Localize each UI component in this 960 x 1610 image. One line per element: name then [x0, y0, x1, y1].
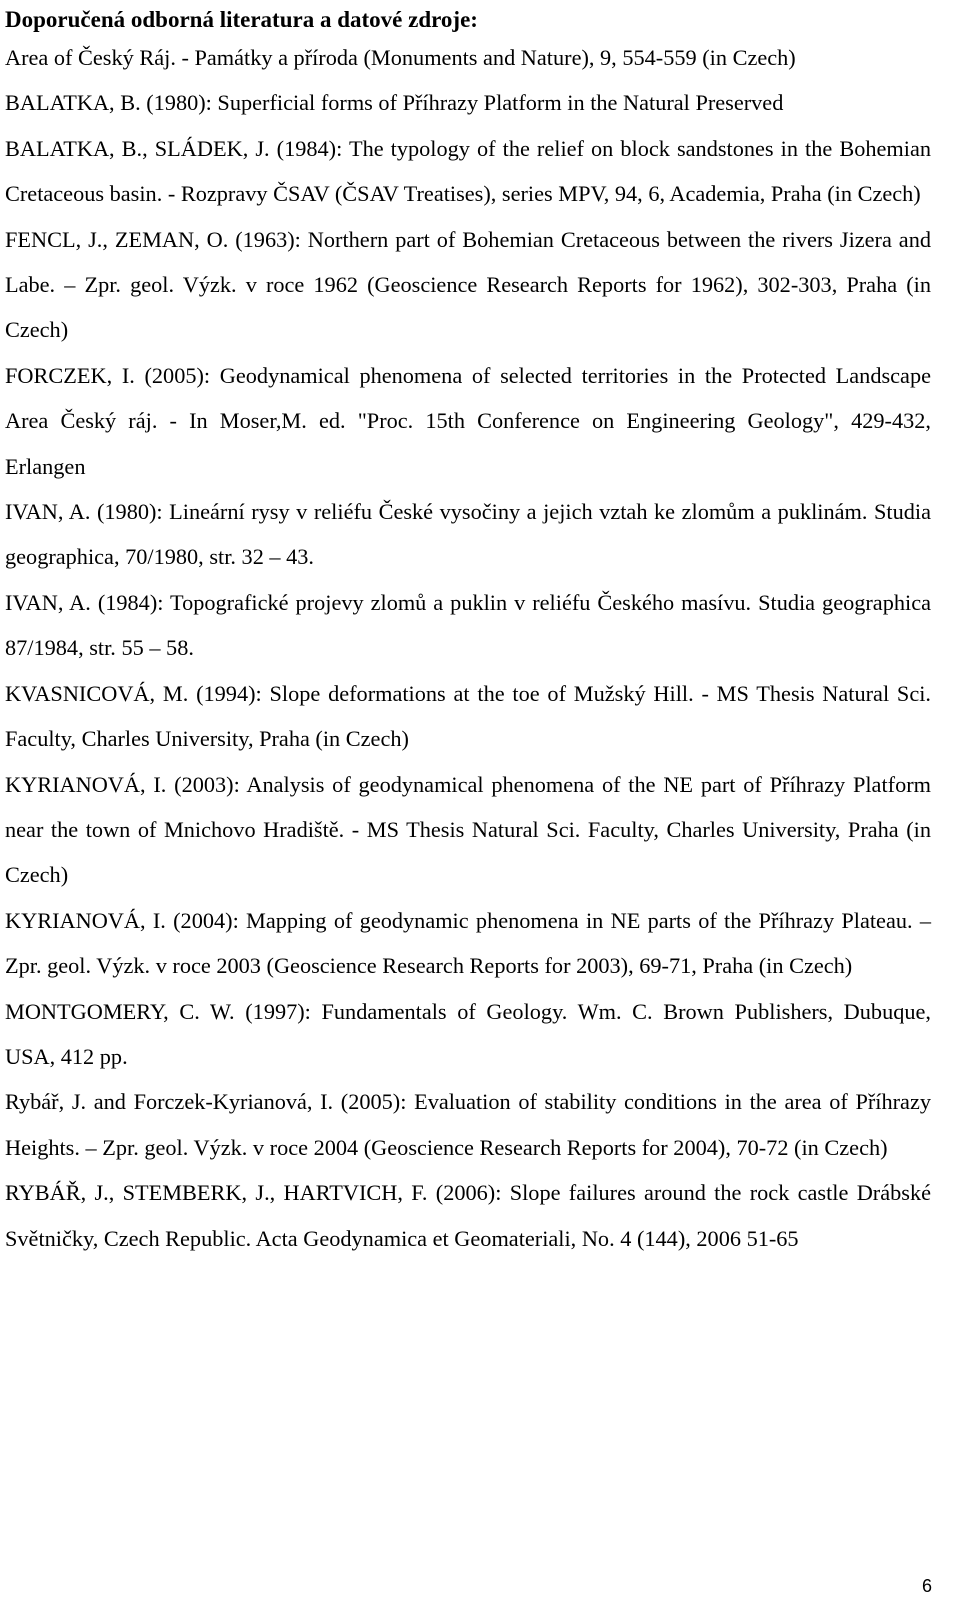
- reference-item: KVASNICOVÁ, M. (1994): Slope deformations at the toe of Mužský Hill. - MS Thesis Natural Sci. Faculty, Charles University, Praha (in Czech): [5, 680, 931, 752]
- reference-item: BALATKA, B. (1980): Superficial forms of Příhrazy Platform in the Natural Preserved: [5, 90, 784, 116]
- reference-list: [5, 35, 931, 1261]
- reference-item: Area of Český Ráj. - Památky a příroda (Monuments and Nature), 9, 554-559 (in Czech): [5, 45, 796, 70]
- page-number: 6: [921, 1576, 932, 1596]
- reference-item: FORCZEK, I. (2005): Geodynamical phenomena of selected territories in the Protected Landscape Area Český ráj. - In Moser,M. ed. "Proc. 15th Conference on Engineering Geology", 429-432, Erlangen: [5, 362, 931, 479]
- reference-item: BALATKA, B., SLÁDEK, J. (1984): The typology of the relief on block sandstones in the Bohemian Cretaceous basin. - Rozpravy ČSAV (ČSAV Treatises), series MPV, 94, 6, Academia, Praha (in Czech): [5, 135, 931, 207]
- reference-item: IVAN, A. (1980): Lineární rysy v reliéfu České vysočiny a jejich vztah ke zlomům a puklinám. Studia geographica, 70/1980, str. 32 – 43.: [5, 499, 931, 570]
- reference-item: RYBÁŘ, J., STEMBERK, J., HARTVICH, F. (2006): Slope failures around the rock castle Drábské Světničky, Czech Republic. Acta Geodynamica et Geomateriali, No. 4 (144), 2006 51-65: [5, 1180, 931, 1251]
- reference-item: MONTGOMERY, C. W. (1997): Fundamentals of Geology. Wm. C. Brown Publishers, Dubuque, USA, 412 pp.: [5, 998, 931, 1069]
- reference-item: Rybář, J. and Forczek-Kyrianová, I. (2005): Evaluation of stability conditions in the area of Příhrazy Heights. – Zpr. geol. Výzk. v roce 2004 (Geoscience Research Reports for 2004), 70-72 (in Czech): [5, 1089, 931, 1160]
- reference-item: IVAN, A. (1984): Topografické projevy zlomů a puklin v reliéfu Českého masívu. Studia geographica 87/1984, str. 55 – 58.: [5, 589, 931, 661]
- section-heading: Doporučená odborná literatura a datové zdroje:: [5, 7, 478, 32]
- reference-item: KYRIANOVÁ, I. (2004): Mapping of geodynamic phenomena in NE parts of the Příhrazy Plateau. – Zpr. geol. Výzk. v roce 2003 (Geoscience Research Reports for 2003), 69-71, Praha (in Czech): [5, 907, 931, 979]
- reference-item: KYRIANOVÁ, I. (2003): Analysis of geodynamical phenomena of the NE part of Příhrazy Platform near the town of Mnichovo Hradiště. - MS Thesis Natural Sci. Faculty, Charles University, Praha (in Czech): [5, 771, 931, 888]
- reference-item: FENCL, J., ZEMAN, O. (1963): Northern part of Bohemian Cretaceous between the rivers Jizera and Labe. – Zpr. geol. Výzk. v roce 1962 (Geoscience Research Reports for 1962), 302-303, Praha (in Czech): [5, 226, 931, 343]
